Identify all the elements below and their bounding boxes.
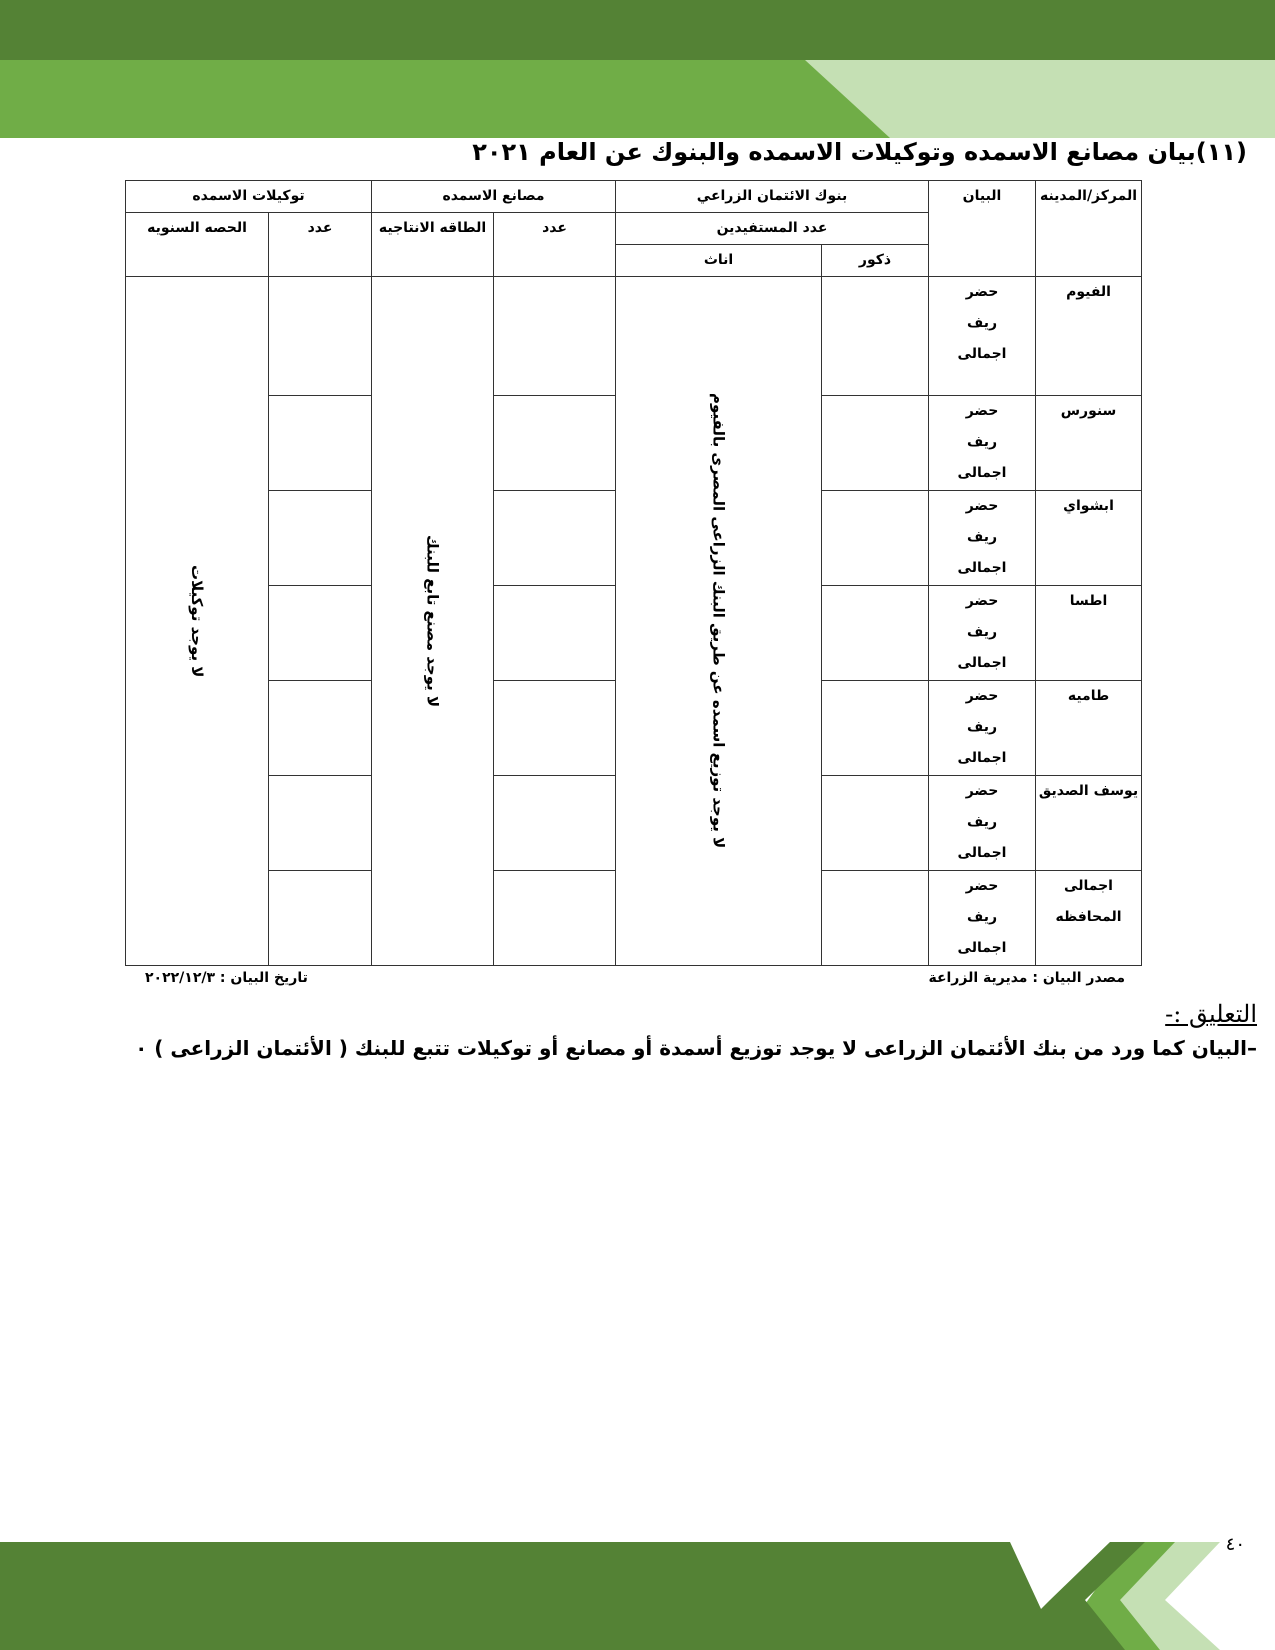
footer-banner — [0, 1530, 1275, 1650]
header-agencies: توكيلات الاسمده — [126, 181, 372, 213]
factories-count-cell — [494, 776, 616, 871]
statement-cell — [929, 277, 1036, 396]
line-rural: ريف — [967, 529, 998, 545]
header-capacity: الطاقه الانتاجيه — [372, 213, 494, 277]
city-cell: الفيوم — [1036, 277, 1142, 396]
statement-cell — [929, 396, 1036, 491]
agencies-note-cell — [126, 277, 269, 966]
line-urban: حضر — [965, 403, 999, 419]
line-urban: حضر — [965, 783, 999, 799]
fertilizer-table — [125, 180, 1142, 966]
males-cell — [822, 277, 929, 396]
header-agencies-count: عدد — [269, 213, 372, 277]
header-banner — [0, 0, 1275, 140]
line-rural: ريف — [967, 315, 998, 331]
agencies-count-cell — [269, 681, 372, 776]
agencies-count-cell — [269, 586, 372, 681]
banks-note: لا يوجد توزيع اسمده عن طريق البنك الزراعى المصرى بالفيوم — [709, 393, 728, 849]
line-total: اجمالى — [957, 940, 1007, 956]
line-rural: ريف — [967, 719, 998, 735]
line-rural: ريف — [967, 434, 998, 450]
page-title: (١١)بيان مصانع الاسمده وتوكيلات الاسمده والبنوك عن العام ٢٠٢١ — [472, 138, 1247, 166]
statement-cell — [929, 871, 1036, 966]
agencies-note: لا يوجد توكيلات — [188, 564, 206, 678]
factories-count-cell — [494, 491, 616, 586]
data-date: تاريخ البيان : ٢٠٢٢/١٢/٣ — [145, 970, 308, 986]
line-urban: حضر — [965, 688, 999, 704]
city-cell: طاميه — [1036, 681, 1142, 776]
header-row-1 — [126, 181, 1142, 213]
line-rural: ريف — [967, 814, 998, 830]
header-females: اناث — [616, 245, 822, 277]
comment-text: –البيان كما ورد من بنك الأئتمان الزراعى لا يوجد توزيع أسمدة أو مصانع أو توكيلات تتبع للبنك ( الأئتمان الزراعى ) ٠ — [135, 1036, 1257, 1060]
factories-count-cell — [494, 871, 616, 966]
header-beneficiaries: عدد المستفيدين — [616, 213, 929, 245]
males-cell — [822, 491, 929, 586]
line-total: اجمالى — [957, 655, 1007, 671]
banks-note-cell — [616, 277, 822, 966]
city-name: اجمالى المحافظه — [1055, 878, 1122, 925]
header-city: المركز/المدينه — [1036, 181, 1142, 277]
header-males: ذكور — [822, 245, 929, 277]
line-rural: ريف — [967, 624, 998, 640]
agencies-count-cell — [269, 871, 372, 966]
data-source: مصدر البيان : مديرية الزراعة — [928, 970, 1125, 986]
city-cell: ابشواي — [1036, 491, 1142, 586]
header-factories-count: عدد — [494, 213, 616, 277]
line-rural: ريف — [967, 909, 998, 925]
factories-count-cell — [494, 586, 616, 681]
line-urban: حضر — [965, 498, 999, 514]
header-banks: بنوك الائتمان الزراعي — [616, 181, 929, 213]
header-annual-share: الحصه السنويه — [126, 213, 269, 277]
line-total: اجمالى — [957, 750, 1007, 766]
agencies-count-cell — [269, 396, 372, 491]
factories-count-cell — [494, 681, 616, 776]
city-cell: اطسا — [1036, 586, 1142, 681]
table-row — [126, 277, 1142, 396]
statement-cell — [929, 586, 1036, 681]
page-number: ٤٠ — [1225, 1534, 1245, 1555]
line-total: اجمالى — [957, 346, 1007, 362]
males-cell — [822, 871, 929, 966]
line-urban: حضر — [965, 878, 999, 894]
city-cell — [1036, 871, 1142, 966]
line-urban: حضر — [965, 284, 999, 300]
males-cell — [822, 776, 929, 871]
city-name: يوسف الصديق — [1038, 783, 1139, 799]
factories-count-cell — [494, 277, 616, 396]
city-cell: سنورس — [1036, 396, 1142, 491]
agencies-count-cell — [269, 491, 372, 586]
factories-count-cell — [494, 396, 616, 491]
header-statement: البيان — [929, 181, 1036, 277]
statement-cell — [929, 681, 1036, 776]
line-total: اجمالى — [957, 845, 1007, 861]
males-cell — [822, 586, 929, 681]
males-cell — [822, 396, 929, 491]
agencies-count-cell — [269, 277, 372, 396]
city-cell — [1036, 776, 1142, 871]
factories-note: لا يوجد مصنع تابع للبنك — [423, 534, 442, 708]
statement-cell — [929, 776, 1036, 871]
line-total: اجمالى — [957, 465, 1007, 481]
males-cell — [822, 681, 929, 776]
header-factories: مصانع الاسمده — [372, 181, 616, 213]
line-urban: حضر — [965, 593, 999, 609]
agencies-count-cell — [269, 776, 372, 871]
line-total: اجمالى — [957, 560, 1007, 576]
comment-heading: التعليق :- — [1165, 1000, 1257, 1028]
factories-note-cell — [372, 277, 494, 966]
statement-cell — [929, 491, 1036, 586]
